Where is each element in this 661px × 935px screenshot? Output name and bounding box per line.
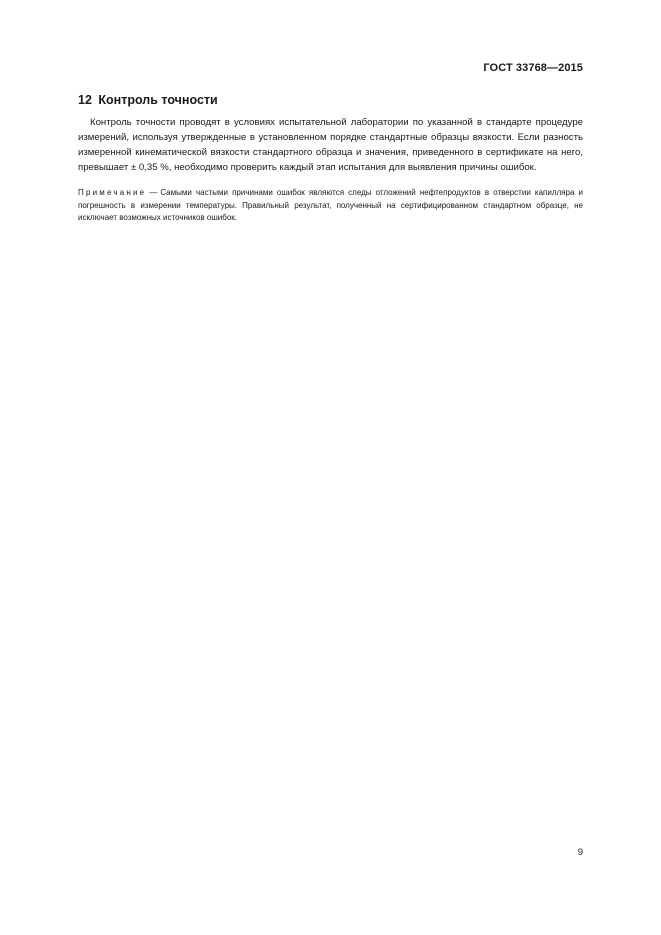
section-paragraph: Контроль точности проводят в условиях испытательной лаборатории по указанной в стандарте процедуре измерений, используя утвержденные в установленном порядке стандартные образцы вязкости. Если разность измеренной кинематической вязкости стандартного образца и значения, приведенного в сертификате на него, превышает ± 0,35 %, необходимо проверить каждый этап испытания для выявления причины ошибок. xyxy=(78,117,583,173)
page-number: 9 xyxy=(577,847,583,858)
note-dash: — xyxy=(149,188,158,197)
note-text: Самыми частыми причинами ошибок являются следы отложений нефтепродуктов в отверстии капилляра и погрешность в измерении температуры. Правильный результат, полученный на сертифицированном стандартном образце, не исключает возможных источников ошибок. xyxy=(78,188,583,222)
note-label: Примечание xyxy=(78,188,147,197)
note-block xyxy=(78,187,583,225)
section-title: Контроль точности xyxy=(98,93,218,107)
section-heading xyxy=(78,93,218,107)
document-header-id: ГОСТ 33768—2015 xyxy=(483,62,583,74)
section-number: 12 xyxy=(78,93,92,107)
